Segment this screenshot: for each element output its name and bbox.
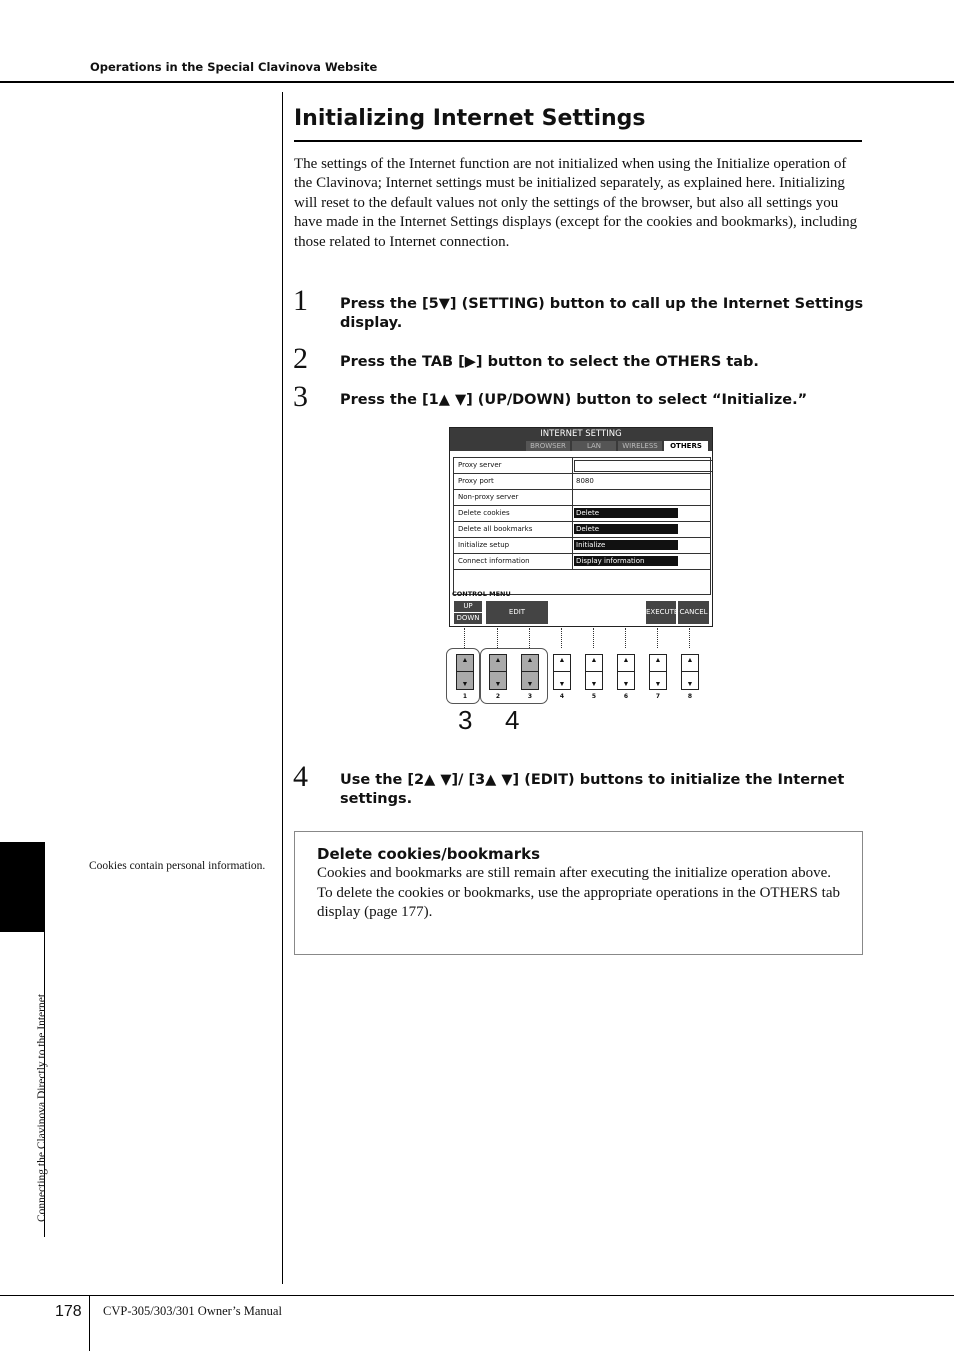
lcd-title: INTERNET SETTING [450, 428, 712, 440]
panel-button-6[interactable]: ▲ ▼ [617, 654, 635, 690]
section-title: Initializing Internet Settings [294, 106, 646, 131]
lcd-tab-browser[interactable]: BROWSER [526, 441, 570, 451]
lcd-row-non-proxy-server[interactable] [454, 490, 710, 506]
lcd-down-button[interactable]: DOWN [454, 613, 482, 624]
lcd-row-value [574, 492, 576, 502]
lcd-row-delete-bookmarks[interactable] [454, 522, 710, 538]
lcd-row-value: Initialize [574, 540, 678, 550]
chapter-tab-text: Connecting the Clavinova Directly to the Internet [36, 993, 48, 1222]
lcd-execute-button[interactable]: EXECUTE [646, 601, 676, 624]
step-1-number: 1 [293, 284, 308, 317]
panel-button-2-number: 2 [495, 693, 501, 700]
panel-button-1[interactable]: ▲ ▼ [456, 654, 474, 690]
note-line-1: Cookies and bookmarks are still remain after executing the initialize operation above. [317, 865, 831, 881]
lcd-row-value: Delete [574, 524, 678, 534]
leader-line [497, 628, 498, 648]
note-box [294, 831, 863, 955]
margin-note: Cookies contain personal information. [89, 860, 266, 872]
page-number: 178 [55, 1303, 82, 1320]
panel-button-6-number: 6 [623, 693, 629, 700]
lcd-row-value: 8080 [576, 477, 594, 485]
chapter-tab [0, 842, 44, 932]
panel-button-5[interactable]: ▲ ▼ [585, 654, 603, 690]
step-3-number: 3 [293, 380, 308, 413]
step-4-number: 4 [293, 760, 308, 793]
lcd-row-delete-cookies[interactable] [454, 506, 710, 522]
leader-line [464, 628, 465, 648]
panel-button-8[interactable]: ▲ ▼ [681, 654, 699, 690]
footer-divider [89, 1296, 90, 1351]
panel-button-7[interactable]: ▲ ▼ [649, 654, 667, 690]
step-3-text: Press the [1▲ ▼] (UP/DOWN) button to select “Initialize.” [340, 392, 808, 408]
step-4-text: Use the [2▲ ▼]/ [3▲ ▼] (EDIT) buttons to initialize the Internet settings. [340, 772, 845, 807]
leader-line [689, 628, 690, 648]
panel-button-3-number: 3 [527, 693, 533, 700]
leader-line [529, 628, 530, 648]
panel-button-8-number: 8 [687, 693, 693, 700]
lcd-row-value: Delete [574, 508, 678, 518]
step-2-number: 2 [293, 342, 308, 375]
lcd-row-proxy-server[interactable] [454, 458, 710, 474]
lcd-up-button[interactable]: UP [454, 601, 482, 612]
lcd-control-menu-label: CONTROL MENU [452, 590, 511, 598]
lcd-row-label: Connect information [456, 554, 573, 569]
lcd-edit-button[interactable]: EDIT [486, 601, 548, 624]
lcd-row-value [574, 460, 713, 472]
callout-step-4: 4 [505, 705, 520, 735]
panel-button-1-number: 1 [462, 693, 468, 700]
lcd-row-label: Proxy port [456, 474, 573, 489]
panel-button-2[interactable]: ▲ ▼ [489, 654, 507, 690]
lcd-tab-others[interactable]: OTHERS [664, 441, 708, 451]
note-title: Delete cookies/bookmarks [317, 845, 541, 863]
column-divider [282, 92, 283, 1284]
lcd-display [449, 427, 713, 627]
leader-line [593, 628, 594, 648]
intro-paragraph: The settings of the Internet function are not initialized when using the Initialize operation of the Clavinova; Internet settings must be initialized separately, as explained here. Initializing will reset to the default values not only the settings of the browser, but also all settings you have made in the Internet Settings displays (except for the cookies and bookmarks), including those related to Internet connection. [294, 156, 858, 250]
header-rule [0, 81, 954, 83]
leader-line [561, 628, 562, 648]
panel-button-5-number: 5 [591, 693, 597, 700]
lcd-row-connect-information[interactable] [454, 554, 710, 570]
lcd-tab-wireless[interactable]: WIRELESS [618, 441, 662, 451]
panel-button-4[interactable]: ▲ ▼ [553, 654, 571, 690]
lcd-row-label: Initialize setup [456, 538, 573, 553]
lcd-row-initialize-setup[interactable] [454, 538, 710, 554]
leader-line [657, 628, 658, 648]
panel-button-3[interactable]: ▲ ▼ [521, 654, 539, 690]
lcd-tab-lan[interactable]: LAN [572, 441, 616, 451]
manual-title: CVP-305/303/301 Owner’s Manual [103, 1304, 282, 1318]
lcd-row-label: Delete all bookmarks [456, 522, 573, 537]
lcd-row-value: Display information [574, 556, 678, 566]
leader-line [625, 628, 626, 648]
note-line-2: To delete the cookies or bookmarks, use the appropriate operations in the OTHERS tab display (page 177). [317, 884, 840, 920]
lcd-row-label: Delete cookies [456, 506, 573, 521]
lcd-row-label: Non-proxy server [456, 490, 573, 505]
lcd-row-label: Proxy server [456, 458, 573, 473]
footer-rule [0, 1295, 954, 1296]
callout-step-3: 3 [458, 705, 473, 735]
title-rule [294, 140, 862, 142]
step-2-text: Press the TAB [▶] button to select the OTHERS tab. [340, 354, 759, 370]
step-1-text: Press the [5▼] (SETTING) button to call up the Internet Settings display. [340, 296, 864, 331]
running-head: Operations in the Special Clavinova Website [90, 60, 378, 74]
note-body [317, 864, 842, 923]
lcd-cancel-button[interactable]: CANCEL [678, 601, 709, 624]
panel-button-4-number: 4 [559, 693, 565, 700]
panel-button-7-number: 7 [655, 693, 661, 700]
lcd-row-proxy-port[interactable] [454, 474, 710, 490]
lcd-settings-list [453, 457, 711, 595]
